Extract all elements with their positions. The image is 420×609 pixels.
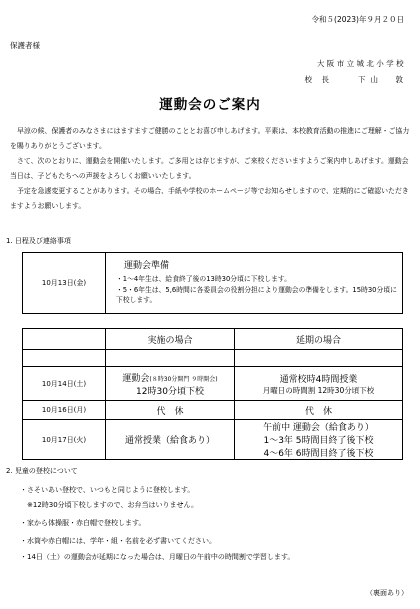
notice-paragraph: 予定を急遽変更することがあります。その場合、手紙や学校のホームページ等でお知らせしますので、定期的にご確認いただきますようお願いします。	[10, 187, 409, 210]
header-held: 実施の場合	[106, 329, 235, 350]
row-date: 10月17日(火)	[23, 420, 106, 460]
postponed-line: 4～6年 6時間目終了後下校	[263, 449, 374, 459]
held-main: 運動会	[122, 373, 150, 384]
addressee: 保護者様	[10, 41, 40, 50]
postponed-line: 午前中 運動会（給食あり）	[263, 423, 374, 433]
attendance-item: ・水筒や赤白帽には、学年・組・名前を必ず書いてください。	[20, 537, 216, 545]
principal-title: 校 長	[304, 75, 330, 84]
postponed-main: 通常校時4時間授業	[279, 374, 358, 385]
issue-date: 令和５(2023)年９月２０日	[311, 15, 404, 24]
table-row	[23, 401, 403, 420]
postponed-sub: 月曜日の時間割 12時30分頃下校	[262, 385, 375, 395]
table-row	[23, 420, 403, 460]
prep-date: 10月13日(金)	[23, 253, 106, 314]
attendance-item: ・さそいあい登校で、いつもと同じように登校します。	[20, 486, 195, 494]
section-heading-schedule: 1. 日程及び連絡事項	[6, 237, 71, 245]
held-main: 通常授業（給食あり）	[106, 420, 235, 460]
held-main: 代 休	[106, 401, 235, 420]
table-row	[23, 350, 403, 367]
held-sub: 12時30分頃下校	[136, 386, 204, 397]
preparation-table	[22, 252, 403, 314]
postponed-line: 1～3年 5時間目終了後下校	[263, 436, 374, 446]
invitation-paragraph: さて、次のとおりに、運動会を開催いたします。ご多用とは存じますが、ご来校くださいますようご案内申しあげます。運動会当日は、子どもたちへの声援をよろしくお願いいたします。	[10, 157, 409, 180]
prep-line-upper-grades: ・5・6年生は、5,6時間に各委員会の役割分担により運動会の準備をします。15時30分頃に下校します。	[116, 285, 397, 304]
document-title: 運動会のご案内	[159, 97, 261, 113]
schedule-table	[22, 328, 403, 460]
held-cell	[106, 367, 235, 401]
prep-title: 運動会準備	[124, 261, 170, 271]
attendance-item: ・家から体操服・赤白帽で登校します。	[20, 519, 146, 527]
prep-line-lower-grades: ・1～4年生は、給食終了後の13時30分頃に下校します。	[116, 275, 291, 283]
greeting-paragraph: 早涼の候、保護者のみなさまにはますますご健勝のこととお喜び申しあげます。平素は、本校教育活動の推進にご理解・ご協力を賜りありがとうございます。	[10, 127, 410, 150]
row-date: 10月14日(土)	[23, 367, 106, 401]
postponed-cell	[235, 367, 403, 401]
principal-name: 下山 敦	[358, 75, 408, 84]
postponed-main: 代 休	[235, 401, 403, 420]
prep-content	[106, 253, 403, 314]
schedule-header-row	[23, 329, 403, 350]
held-note: (８時30分開門 ９時開会)	[149, 375, 218, 383]
header-postponed: 延期の場合	[235, 329, 403, 350]
reverse-side-note: （裏面あり）	[366, 589, 408, 597]
section-heading-attendance: 2. 児童の登校について	[6, 467, 78, 475]
principal-line	[305, 74, 409, 85]
header-blank	[23, 329, 106, 350]
postponed-cell	[235, 420, 403, 460]
attendance-note: ※12時30分頃下校しますので、お弁当はいりません。	[27, 501, 198, 509]
attendance-item: ・14日（土）の運動会が延期になった場合は、月曜日の午前中の時間割で学習します。	[20, 553, 295, 561]
school-name: 大阪市立城北小学校	[316, 59, 406, 68]
row-date: 10月16日(月)	[23, 401, 106, 420]
table-row	[23, 367, 403, 401]
